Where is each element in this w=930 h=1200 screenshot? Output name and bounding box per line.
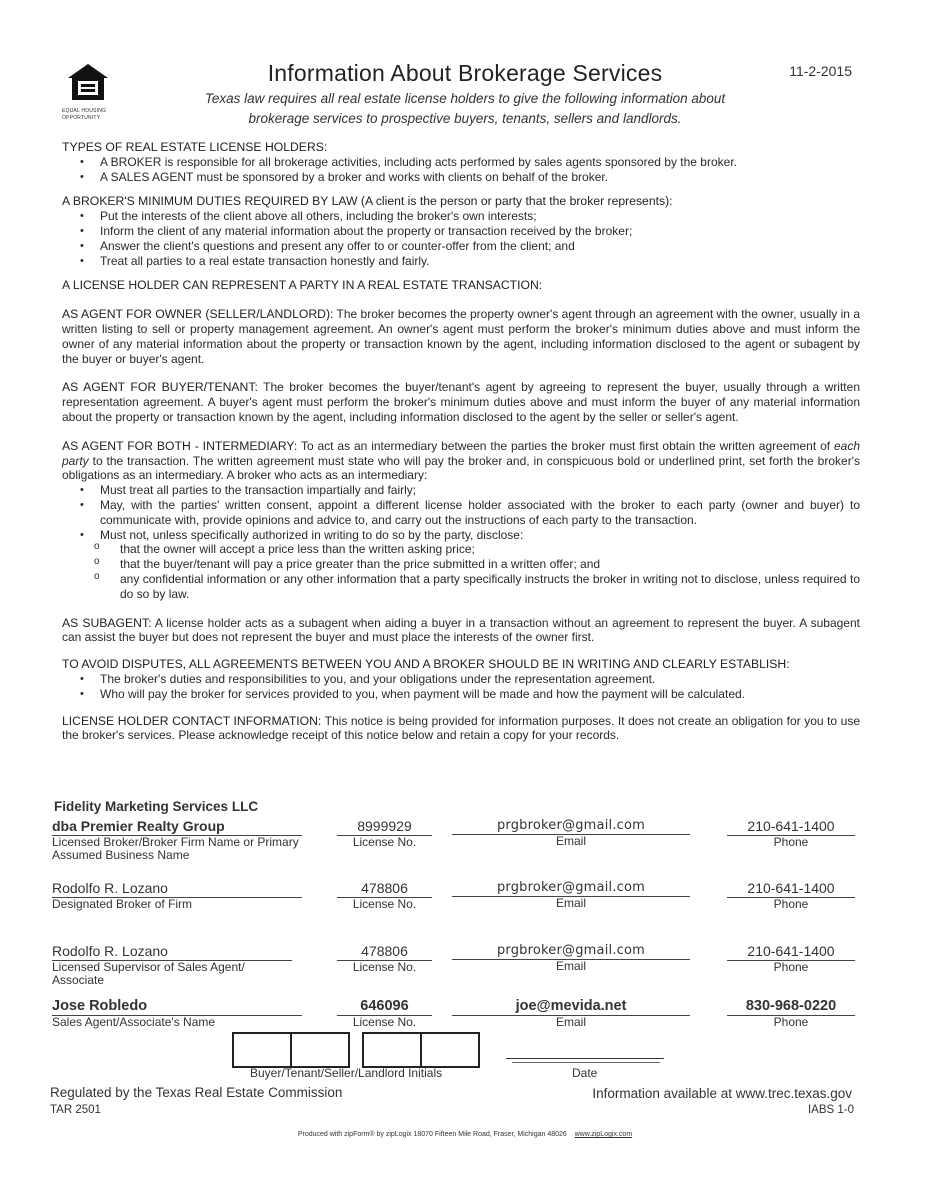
broker-phone[interactable]: 210-641-1400 [727,818,855,836]
sales-agent-label: Sales Agent/Associate's Name [52,1015,216,1029]
subagent-text: A license holder acts as a subagent when aiding a buyer in a transaction without an agreement to represent the buyer. A subagent can assist the buyer but does not represent the buyer and must place the interests of the owner first. [62,615,860,645]
broker-firm-name[interactable]: dba Premier Realty Group [52,818,302,836]
phone-label: Phone [773,835,809,849]
license-label: License No. [352,1015,417,1029]
page-title: Information About Brokerage Services [267,60,663,86]
subtitle-line-1: Texas law requires all real estate license holders to give the following information about [204,91,726,106]
logo-caption-2: OPPORTUNITY [62,115,101,121]
list-item: • The broker's duties and responsibilities to you, and your obligations under the representation agreement. [100,672,860,687]
license-label: License No. [352,897,417,911]
form-id: TAR 2501 [50,1104,101,1116]
list-item: • Treat all parties to a real estate transaction honestly and fairly. [100,254,860,269]
produced-text: Produced with zipForm® by zipLogix 18070 Fifteen Mile Road, Fraser, Michigan 48026 [297,1131,567,1138]
intermediary-text-1: To act as an intermediary between the parties the broker must first obtain the written agreement of [297,438,834,453]
sales-agent-phone[interactable]: 830-968-0220 [727,998,855,1016]
list-item: • Must not, unless specifically authorized in writing to do so by the party, disclose: [100,528,860,543]
email-label: Email [555,834,586,848]
supervisor-email[interactable]: prgbroker@gmail.com [452,943,690,960]
owner-text: The broker becomes the property owner's agent through an agreement with the owner, usually in a written listing to sell or property management agreement. An owner's agent must perform the broker's minimum duties above and must inform the owner of any material information about the property or transaction known by the agent, including information disclosed to the agent or subagent by the buyer or buyer's agent. [62,307,860,366]
list-item: • Inform the client of any material information about the property or transaction received by the broker; [100,224,860,239]
info-available: Information available at www.trec.texas.gov [592,1086,852,1101]
subagent-paragraph [62,616,860,646]
broker-firm-label: Licensed Broker/Broker Firm Name or Primary Assumed Business Name [52,835,299,862]
list-item: • A SALES AGENT must be sponsored by a broker and works with clients on behalf of the broker. [100,170,860,185]
document-body [62,140,860,743]
represent-heading: A LICENSE HOLDER CAN REPRESENT A PARTY IN A REAL ESTATE TRANSACTION: [62,278,543,293]
phone-label: Phone [773,1015,809,1029]
broker-email[interactable]: prgbroker@gmail.com [452,818,690,835]
sales-agent-name[interactable]: Jose Robledo [52,998,302,1016]
contact-info-text: This notice is being provided for information purposes. It does not create an obligation for you to use the broker's services. Please acknowledge receipt of this notice below and retain a copy for your records. [62,713,861,743]
designated-broker-email[interactable]: prgbroker@gmail.com [452,880,690,897]
disputes-list [62,672,860,702]
contact-info-lead: LICENSE HOLDER CONTACT INFORMATION: [62,713,322,728]
phone-label: Phone [773,960,809,974]
page-subtitle [150,89,780,129]
sub-list-item: o that the owner will accept a price less than the written asking price; [120,542,860,557]
supervisor-label: Licensed Supervisor of Sales Agent/ Associate [52,960,245,987]
supervisor-phone[interactable]: 210-641-1400 [727,943,855,961]
designated-broker-name[interactable]: Rodolfo R. Lozano [52,880,302,898]
broker-license[interactable]: 8999929 [337,818,432,836]
buyer-lead: AS AGENT FOR BUYER/TENANT: [62,380,258,395]
duties-heading: A BROKER'S MINIMUM DUTIES REQUIRED BY LAW (A client is the person or party that the broker represents): [62,194,673,209]
iabs-id: IABS 1-0 [807,1104,854,1116]
regulated-by: Regulated by the Texas Real Estate Commission [50,1085,343,1100]
firm-name-line-1: Fidelity Marketing Services LLC [54,799,259,814]
license-label: License No. [352,835,417,849]
types-list [62,155,860,185]
date-field[interactable] [506,1058,664,1059]
supervisor-name[interactable]: Rodolfo R. Lozano [52,943,292,961]
list-item: • May, with the parties' written consent, appoint a different license holder associated with the broker to each party (owner and buyer) to communicate with, provide opinions and advice to, and carry out the instructions of each party to the transaction. [100,498,860,528]
produced-with [0,1131,930,1138]
designated-broker-license[interactable]: 478806 [337,880,432,898]
intermediary-text-2: to the transaction. The written agreement must state who will pay the broker and, in conspicuous bold or underlined print, set forth the broker's obligations as an intermediary. A broker who acts as an intermediary: [62,453,860,483]
sales-agent-license[interactable]: 646096 [337,998,432,1016]
supervisor-license[interactable]: 478806 [337,943,432,961]
designated-broker-phone[interactable]: 210-641-1400 [727,880,855,898]
intermediary-italic: each party [62,438,860,468]
initials-label: Buyer/Tenant/Seller/Landlord Initials [250,1066,443,1080]
initials-box-3[interactable] [362,1032,422,1068]
phone-label: Phone [773,897,809,911]
initials-box-1[interactable] [232,1032,292,1068]
intermediary-lead: AS AGENT FOR BOTH - INTERMEDIARY: [62,438,298,453]
intermediary-paragraph [62,439,860,483]
list-item: • Put the interests of the client above all others, including the broker's own interests; [100,209,860,224]
owner-paragraph [62,307,860,366]
list-item: • Answer the client's questions and present any offer to or counter-offer from the client; and [100,239,860,254]
date-field-underline [512,1062,660,1063]
subagent-lead: AS SUBAGENT: [62,615,152,630]
owner-lead: AS AGENT FOR OWNER (SELLER/LANDLORD): [62,307,334,322]
initials-box-4[interactable] [420,1032,480,1068]
email-label: Email [555,1015,586,1029]
intermediary-sub-list [62,542,860,601]
list-item: • Who will pay the broker for services provided to you, when payment will be made and how the payment will be calculated. [100,687,860,702]
designated-broker-label: Designated Broker of Firm [52,897,193,911]
list-item: • A BROKER is responsible for all brokerage activities, including acts performed by sales agents sponsored by the broker. [100,155,860,170]
sales-agent-email[interactable]: joe@mevida.net [452,998,690,1016]
email-label: Email [555,896,586,910]
ziplogix-link[interactable]: www.zipLogix.com [574,1131,633,1138]
types-heading: TYPES OF REAL ESTATE LICENSE HOLDERS: [62,140,328,154]
initials-boxes [232,1032,480,1066]
date-label: Date [572,1066,598,1080]
license-label: License No. [352,960,417,974]
intermediary-list [62,483,860,542]
duties-list [62,209,860,268]
buyer-text: The broker becomes the buyer/tenant's agent by agreeing to represent the buyer, usually through a written representation agreement. A buyer's agent must perform the broker's minimum duties above and must inform the buyer of any material information about the property or transaction known by the agent, including information disclosed to the agent by the seller or seller's agent. [62,380,860,424]
subtitle-line-2: brokerage services to prospective buyers, tenants, sellers and landlords. [248,111,682,126]
buyer-paragraph [62,380,860,424]
sub-list-item: o that the buyer/tenant will pay a price greater than the price submitted in a written offer; and [120,557,860,572]
email-label: Email [555,959,586,973]
logo-caption-1: EQUAL HOUSING [62,108,107,114]
disputes-heading: TO AVOID DISPUTES, ALL AGREEMENTS BETWEEN YOU AND A BROKER SHOULD BE IN WRITING AND CLEARLY ESTABLISH: [62,657,790,672]
contact-info-paragraph [62,714,860,744]
form-date: 11-2-2015 [789,63,852,79]
initials-box-2[interactable] [290,1032,350,1068]
list-item: • Must treat all parties to the transaction impartially and fairly; [100,483,860,498]
sub-list-item: o any confidential information or any other information that a party specifically instructs the broker in writing not to disclose, unless required to do so by law. [120,572,860,602]
